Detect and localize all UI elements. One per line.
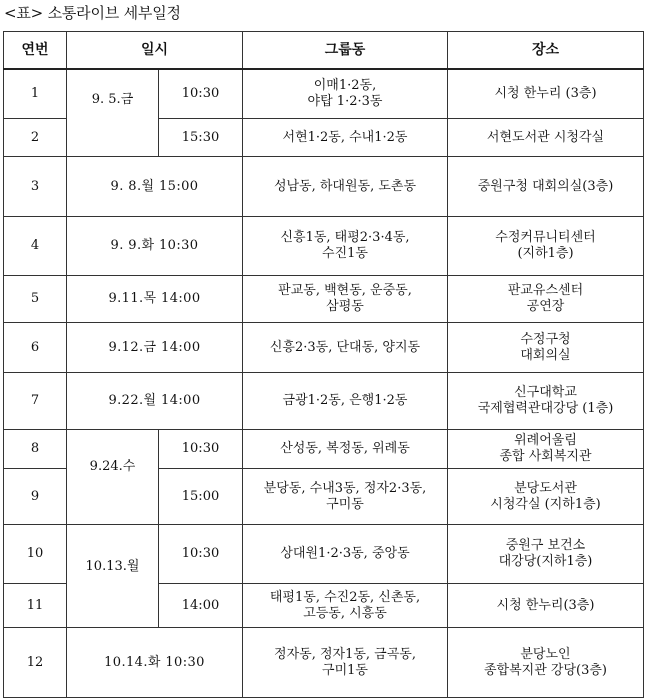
row-date: 9. 5.금 <box>67 69 159 157</box>
schedule-table <box>3 31 644 698</box>
dong-line: 신흥2·3동, 단대동, 양지동 <box>269 339 421 355</box>
row-no: 8 <box>4 430 67 469</box>
row-no: 3 <box>4 157 67 217</box>
place-line: 위례어울림 <box>514 433 577 448</box>
place-line: 시청 한누리 (3층) <box>494 85 597 101</box>
row-dong <box>243 69 448 119</box>
dong-line: 구미1동 <box>322 662 368 678</box>
row-time: 15:00 <box>159 469 243 525</box>
place-line: 수정구청 <box>520 331 571 347</box>
table-row <box>4 373 644 430</box>
table-row <box>4 430 644 469</box>
row-no: 4 <box>4 217 67 276</box>
table-caption: <표> 소통라이브 세부일정 <box>4 4 181 22</box>
place-line: 국제협력관대강당 (1층) <box>477 401 614 416</box>
header-no: 연번 <box>4 32 67 69</box>
row-no: 2 <box>4 119 67 157</box>
header-place: 장소 <box>448 32 644 69</box>
row-dong <box>243 525 448 584</box>
table-row <box>4 217 644 276</box>
table-row <box>4 525 644 584</box>
dong-line: 태평1동, 수진2동, 신촌동, <box>269 589 421 605</box>
row-time: 15:30 <box>159 119 243 157</box>
table-row <box>4 323 644 373</box>
row-place <box>448 469 644 525</box>
row-datetime: 9.22.월 14:00 <box>67 373 243 430</box>
row-dong <box>243 323 448 373</box>
table-row <box>4 628 644 698</box>
row-place <box>448 373 644 430</box>
place-line: 서현도서관 시청각실 <box>486 129 605 145</box>
place-line: 중원구청 대회의실(3층) <box>477 178 614 194</box>
row-place <box>448 525 644 584</box>
row-dong <box>243 276 448 323</box>
dong-line: 구미동 <box>326 496 364 512</box>
row-place <box>448 276 644 323</box>
header-dong: 그룹동 <box>243 32 448 69</box>
row-place <box>448 323 644 373</box>
row-no: 7 <box>4 373 67 430</box>
row-datetime: 9.12.금 14:00 <box>67 323 243 373</box>
row-place <box>448 217 644 276</box>
row-no: 9 <box>4 469 67 525</box>
table-row <box>4 69 644 119</box>
dong-line: 야탑 1·2·3동 <box>307 93 383 109</box>
dong-line: 상대원1·2·3동, 중앙동 <box>280 546 410 561</box>
header-row <box>4 32 644 69</box>
row-datetime: 9. 8.월 15:00 <box>67 157 243 217</box>
place-line: 판교유스센터 <box>507 283 584 298</box>
row-no: 10 <box>4 525 67 584</box>
row-time: 10:30 <box>159 69 243 119</box>
row-datetime: 10.14.화 10:30 <box>67 628 243 698</box>
place-line: 수정커뮤니티센터 <box>495 230 596 245</box>
row-time: 14:00 <box>159 584 243 628</box>
dong-line: 수진1동 <box>322 246 368 261</box>
dong-line: 서현1·2동, 수내1·2동 <box>282 129 408 145</box>
place-line: 신구대학교 <box>514 385 577 400</box>
row-datetime: 9.11.목 14:00 <box>67 276 243 323</box>
place-line: 공연장 <box>526 299 565 314</box>
row-dong <box>243 628 448 698</box>
row-no: 11 <box>4 584 67 628</box>
row-date: 10.13.월 <box>67 525 159 628</box>
place-line: 시청각실 (지하1층) <box>490 496 601 512</box>
row-no: 6 <box>4 323 67 373</box>
row-place <box>448 157 644 217</box>
place-line: 분당노인 <box>520 646 571 662</box>
row-dong <box>243 469 448 525</box>
place-line: (지하1층) <box>517 246 574 261</box>
place-line: 시청 한누리(3층) <box>496 597 595 613</box>
row-no: 12 <box>4 628 67 698</box>
place-line: 중원구 보건소 <box>505 538 586 553</box>
dong-line: 성남동, 하대원동, 도촌동 <box>273 178 417 194</box>
place-line: 종합복지관 강당(3층) <box>483 662 607 678</box>
dong-line: 고등동, 시흥동 <box>303 605 387 621</box>
row-time: 10:30 <box>159 525 243 584</box>
dong-line: 정자동, 정자1동, 금곡동, <box>274 646 416 662</box>
row-dong <box>243 373 448 430</box>
row-no: 5 <box>4 276 67 323</box>
dong-line: 분당동, 수내3동, 정자2·3동, <box>263 480 427 496</box>
row-dong <box>243 119 448 157</box>
row-time: 10:30 <box>159 430 243 469</box>
place-line: 분당도서관 <box>514 480 577 496</box>
row-date: 9.24.수 <box>67 430 159 525</box>
row-place <box>448 628 644 698</box>
row-dong <box>243 430 448 469</box>
dong-line: 이매1·2동, <box>313 77 377 93</box>
row-dong <box>243 157 448 217</box>
dong-line: 판교동, 백현동, 운중동, <box>278 283 412 298</box>
table-row <box>4 276 644 323</box>
row-place <box>448 430 644 469</box>
dong-line: 산성동, 복정동, 위례동 <box>280 441 410 456</box>
row-place <box>448 69 644 119</box>
row-place <box>448 119 644 157</box>
row-dong <box>243 584 448 628</box>
place-line: 대강당(지하1층) <box>498 554 593 569</box>
table-row <box>4 157 644 217</box>
row-place <box>448 584 644 628</box>
row-no: 1 <box>4 69 67 119</box>
place-line: 대회의실 <box>520 347 571 363</box>
dong-line: 금광1·2동, 은행1·2동 <box>282 393 408 408</box>
dong-line: 삼평동 <box>326 299 364 314</box>
dong-line: 신흥1동, 태평2·3·4동, <box>280 230 410 245</box>
header-datetime: 일시 <box>67 32 243 69</box>
row-datetime: 9. 9.화 10:30 <box>67 217 243 276</box>
place-line: 종합 사회복지관 <box>499 449 592 464</box>
row-dong <box>243 217 448 276</box>
